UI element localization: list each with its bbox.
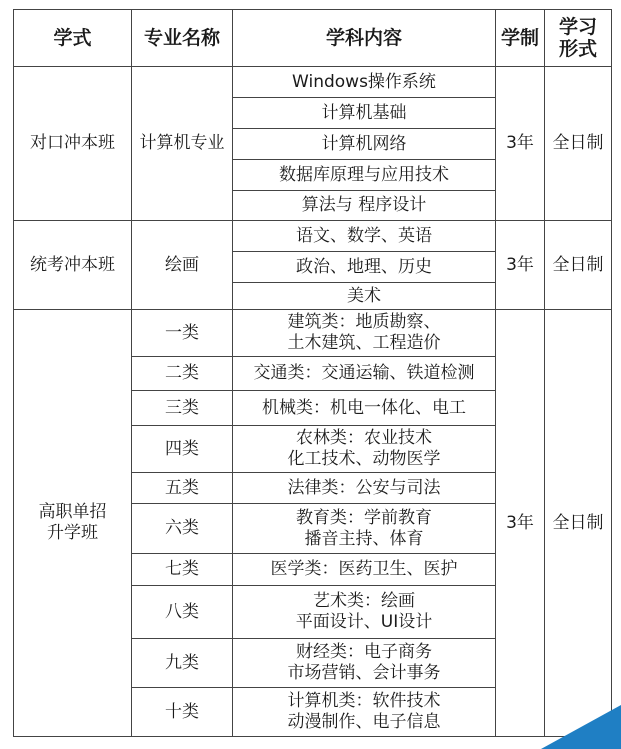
years-cell: 3年 [496, 221, 545, 310]
category-cell: 八类 [132, 586, 233, 639]
table-row [14, 310, 612, 357]
subject-cell: 艺术类：绘画 平面设计、UI设计 [233, 586, 496, 639]
major-cell: 计算机专业 [132, 67, 233, 221]
subject-cell: 算法与 程序设计 [233, 191, 496, 221]
header-major: 专业名称 [132, 10, 233, 67]
category-cell: 六类 [132, 504, 233, 554]
form-cell: 全日制 [545, 67, 612, 221]
header-mode: 学式 [14, 10, 132, 67]
mode-cell: 对口冲本班 [14, 67, 132, 221]
form-cell: 全日制 [545, 310, 612, 737]
subject-cell: 机械类：机电一体化、电工 [233, 391, 496, 426]
header-form: 学习 形式 [545, 10, 612, 67]
subject-cell: 美术 [233, 283, 496, 310]
corner-accent [541, 705, 621, 749]
years-cell: 3年 [496, 67, 545, 221]
mode-cell: 高职单招 升学班 [14, 310, 132, 737]
category-cell: 四类 [132, 426, 233, 473]
form-cell: 全日制 [545, 221, 612, 310]
subject-cell: 法律类：公安与司法 [233, 473, 496, 504]
header-years: 学制 [496, 10, 545, 67]
header-row [14, 10, 612, 67]
header-content: 学科内容 [233, 10, 496, 67]
subject-cell: 农林类：农业技术 化工技术、动物医学 [233, 426, 496, 473]
subject-cell: Windows操作系统 [233, 67, 496, 98]
subject-cell: 财经类：电子商务 市场营销、会计事务 [233, 639, 496, 688]
subject-cell: 计算机网络 [233, 129, 496, 160]
years-cell: 3年 [496, 310, 545, 737]
table-row [14, 67, 612, 98]
category-cell: 五类 [132, 473, 233, 504]
category-cell: 九类 [132, 639, 233, 688]
category-cell: 三类 [132, 391, 233, 426]
subject-cell: 语文、数学、英语 [233, 221, 496, 252]
subject-cell: 建筑类：地质勘察、 土木建筑、工程造价 [233, 310, 496, 357]
subject-cell: 教育类：学前教育 播音主持、体育 [233, 504, 496, 554]
subject-cell: 交通类：交通运输、铁道检测 [233, 357, 496, 391]
subject-cell: 计算机类：软件技术 动漫制作、电子信息 [233, 688, 496, 737]
subject-cell: 医学类：医药卫生、医护 [233, 554, 496, 586]
category-cell: 二类 [132, 357, 233, 391]
category-cell: 十类 [132, 688, 233, 737]
subject-cell: 计算机基础 [233, 98, 496, 129]
category-cell: 七类 [132, 554, 233, 586]
program-table [13, 9, 612, 737]
major-cell: 绘画 [132, 221, 233, 310]
subject-cell: 数据库原理与应用技术 [233, 160, 496, 191]
mode-cell: 统考冲本班 [14, 221, 132, 310]
category-cell: 一类 [132, 310, 233, 357]
subject-cell: 政治、地理、历史 [233, 252, 496, 283]
table-row [14, 221, 612, 252]
